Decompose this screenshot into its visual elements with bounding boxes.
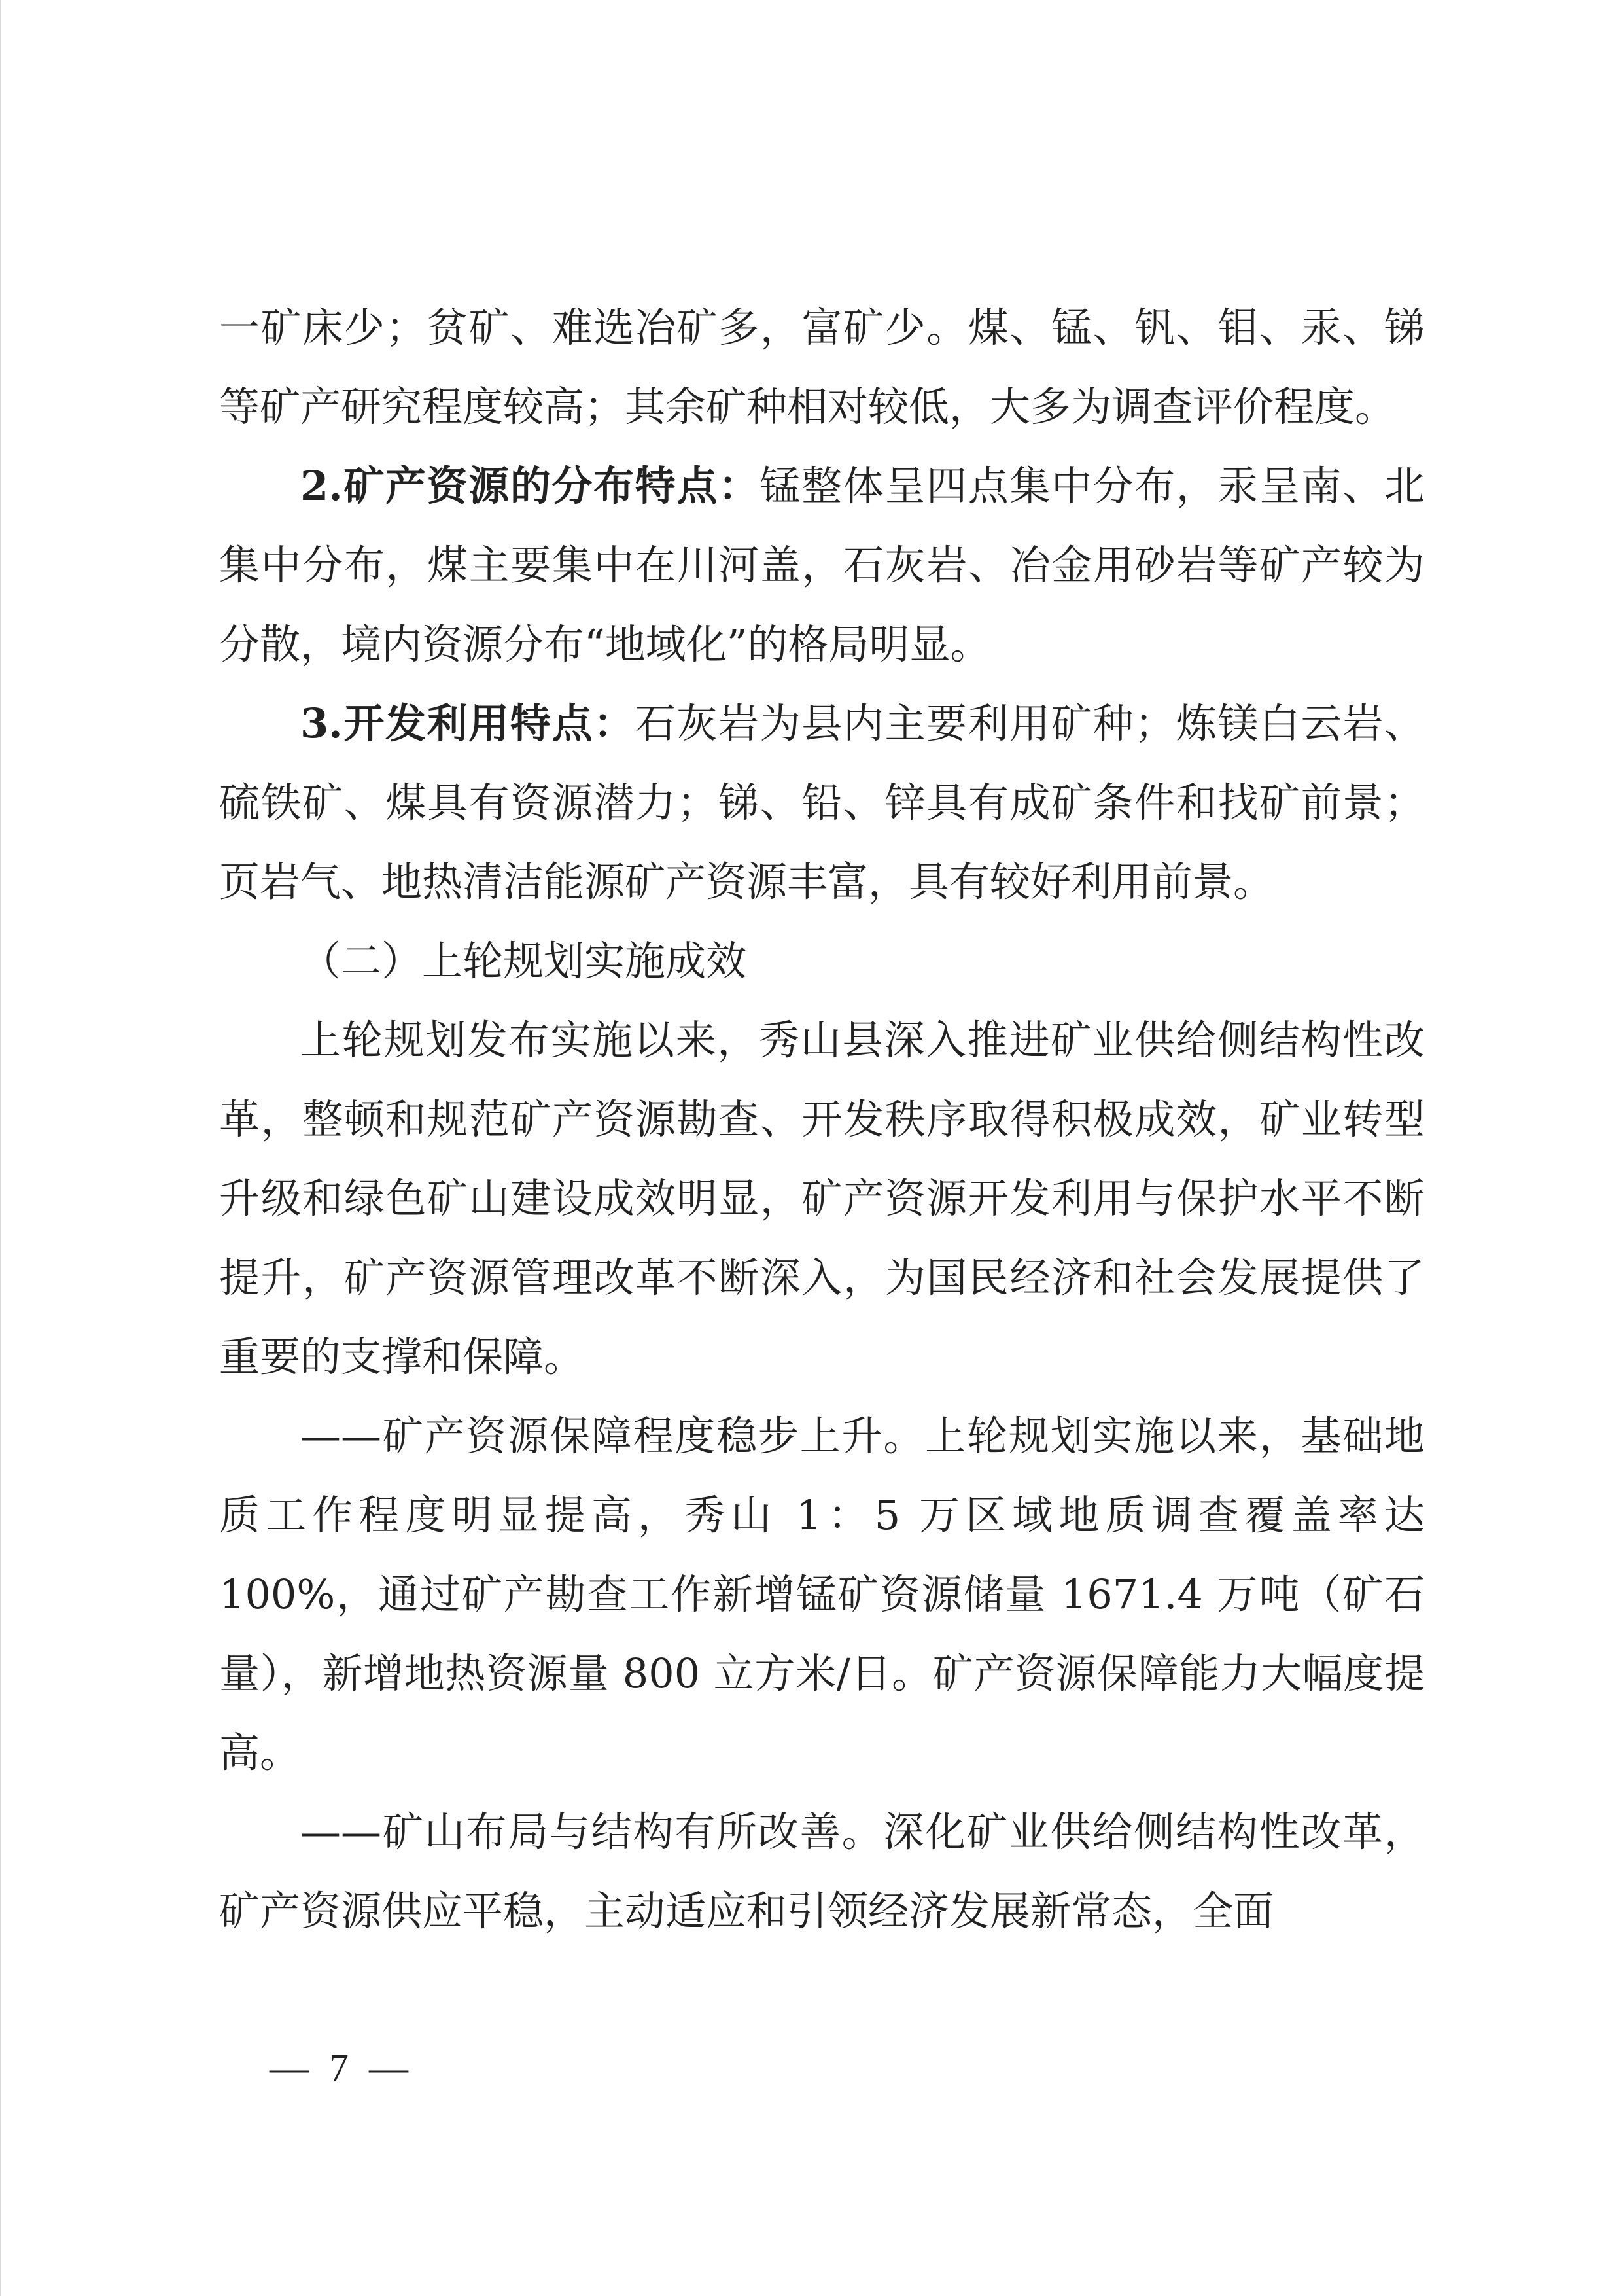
page-number: — 7 —	[270, 2046, 413, 2089]
paragraph-continued	[219, 288, 1425, 446]
paragraph-text: 一矿床少；贫矿、难选冶矿多，富矿少。煤、锰、钒、钼、汞、锑等矿产研究程度较高；其余矿种相对较低，大多为调查评价程度。	[219, 304, 1425, 431]
paragraph-resource-security	[219, 1396, 1425, 1792]
paragraph-mine-layout	[219, 1792, 1425, 1951]
section-heading	[219, 921, 1425, 1000]
paragraph-text: ——矿产资源保障程度稳步上升。上轮规划实施以来，基础地质工作程度明显提高，秀山 1：5 万区域地质调查覆盖率达100%，通过矿产勘查工作新增锰矿资源储量 1671.4 万吨（矿石量），新增地热资源量 800 立方米/日。矿产资源保障能力大幅度提高。	[219, 1412, 1425, 1776]
paragraph-text: 石灰岩为县内主要利用矿种；炼镁白云岩、硫铁矿、煤具有资源潜力；锑、铅、锌具有成矿条件和找矿前景；页岩气、地热清洁能源矿产资源丰富，具有较好利用前景。	[219, 699, 1425, 906]
paragraph-heading: 3.开发利用特点：	[300, 699, 635, 747]
paragraph-text: 锰整体呈四点集中分布，汞呈南、北集中分布，煤主要集中在川河盖，石灰岩、冶金用砂岩等矿产较为分散，境内资源分布“地域化”的格局明显。	[219, 462, 1425, 668]
paragraph-distribution	[219, 446, 1425, 684]
paragraph-heading: 2.矿产资源的分布特点：	[300, 462, 760, 510]
section-heading-text: （二）上轮规划实施成效	[300, 937, 747, 985]
paragraph-text: ——矿山布局与结构有所改善。深化矿业供给侧结构性改革，矿产资源供应平稳，主动适应和引领经济发展新常态，全面	[219, 1808, 1425, 1935]
paragraph-implementation	[219, 1000, 1425, 1396]
body-text	[219, 288, 1425, 1951]
paragraph-utilization	[219, 684, 1425, 921]
paragraph-text: 上轮规划发布实施以来，秀山县深入推进矿业供给侧结构性改革，整顿和规范矿产资源勘查、开发秩序取得积极成效，矿业转型升级和绿色矿山建设成效明显，矿产资源开发利用与保护水平不断提升，矿产资源管理改革不断深入，为国民经济和社会发展提供了重要的支撑和保障。	[219, 1016, 1425, 1381]
